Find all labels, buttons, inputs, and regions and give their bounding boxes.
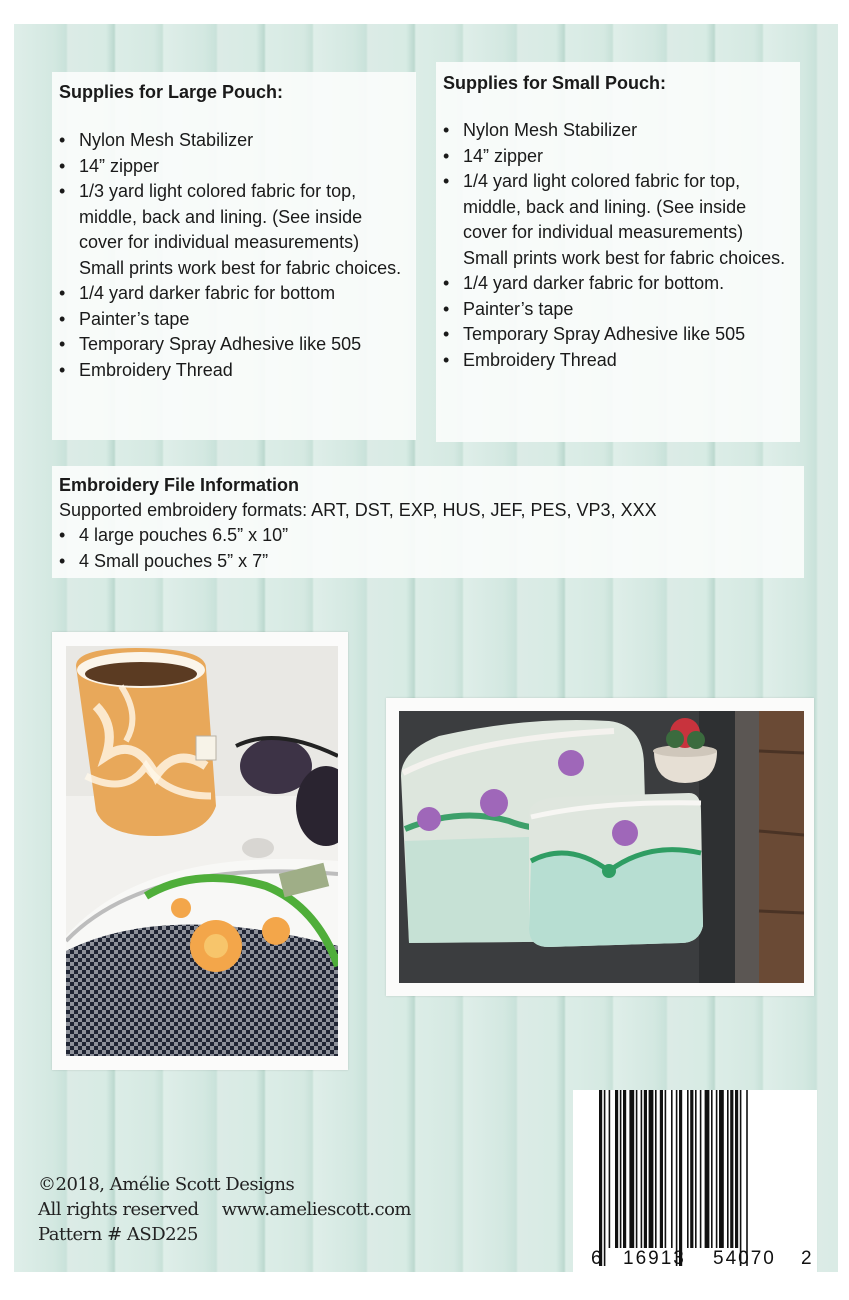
barcode-digits-right: 54070 [713,1248,776,1269]
barcode-bar [644,1090,647,1248]
barcode-digits [573,1248,817,1272]
list-item: • 1/4 yard light colored fabric for top, middle, back and lining. (See inside cover for individual measurements) Small prints work best for fabric choices. [443,169,788,271]
small-pouch-list [443,118,788,373]
formats-text: Supported embroidery formats: ART, DST, EXP, HUS, JEF, PES, VP3, XXX [59,500,657,520]
rights-text: All rights reserved [38,1199,199,1220]
barcode-bar [746,1090,748,1266]
barcode-digit-first: 6 [591,1248,602,1269]
barcode-bar [687,1090,689,1248]
barcode-bar [629,1090,634,1248]
barcode-bar [700,1090,702,1248]
list-item: • 1/3 yard light colored fabric for top, middle, back and lining. (See inside cover for individual measurements) Small prints work best for fabric choices. [59,179,404,281]
rights-line [38,1197,411,1222]
barcode-bar [620,1090,622,1248]
large-pouch-list [59,128,404,383]
list-item: • 4 Small pouches 5” x 7” [59,549,804,575]
embroidery-heading: Embroidery File Information [59,475,300,495]
pattern-number: Pattern # ASD225 [38,1224,198,1245]
barcode-bar [679,1090,682,1266]
barcode-bar [735,1090,738,1248]
small-pouch-heading: Supplies for Small Pouch: [443,73,667,93]
barcode-bar [676,1090,678,1266]
barcode-bar [660,1090,663,1248]
barcode-bar [604,1090,606,1266]
barcode-bar [641,1090,643,1248]
photo-frame-large-pouch [52,632,348,1070]
list-item: • 14” zipper [443,144,788,170]
list-item: • Temporary Spray Adhesive like 505 [443,322,788,348]
barcode-bar [740,1090,742,1266]
embroidery-info-panel [52,466,804,578]
barcode-bar [649,1090,654,1248]
barcode-digits-left: 16913 [623,1248,686,1269]
barcode-bar [695,1090,697,1248]
barcode-bar [655,1090,657,1248]
barcode-bar [636,1090,638,1248]
barcode-bar [665,1090,667,1248]
list-item: • Temporary Spray Adhesive like 505 [59,332,404,358]
barcode-bar [705,1090,710,1248]
barcode-bar [623,1090,626,1248]
list-item: • 4 large pouches 6.5” x 10” [59,523,804,549]
large-pouch-supplies-panel [52,72,416,440]
barcode-bar [609,1090,611,1248]
barcode-bar [711,1090,713,1248]
barcode-bar [615,1090,618,1248]
barcode-bar [690,1090,693,1248]
list-item: • Painter’s tape [59,307,404,333]
barcode-bars [573,1090,817,1270]
embroidery-list [59,523,804,574]
credits-block [38,1172,411,1247]
copyright-text: ©2018, Amélie Scott Designs [38,1174,295,1195]
thistle-pouches-photo [399,711,804,983]
list-item: • Embroidery Thread [443,348,788,374]
barcode [573,1090,817,1274]
list-item: • Embroidery Thread [59,358,404,384]
list-item: • 14” zipper [59,154,404,180]
website-link[interactable]: www.ameliescott.com [221,1199,411,1220]
list-item: • 1/4 yard darker fabric for bottom [59,281,404,307]
small-pouch-supplies-panel [436,62,800,442]
list-item: • Nylon Mesh Stabilizer [443,118,788,144]
list-item: • 1/4 yard darker fabric for bottom. [443,271,788,297]
photo-frame-thistle-pouches [386,698,814,996]
list-item: • Painter’s tape [443,297,788,323]
barcode-bar [730,1090,733,1248]
barcode-bar [727,1090,729,1248]
barcode-bar [599,1090,602,1266]
large-pouch-photo [66,646,338,1056]
barcode-digit-last: 2 [801,1248,812,1269]
barcode-bar [671,1090,673,1248]
barcode-bar [719,1090,724,1248]
large-pouch-heading: Supplies for Large Pouch: [59,82,284,102]
barcode-bar [716,1090,718,1248]
list-item: • Nylon Mesh Stabilizer [59,128,404,154]
